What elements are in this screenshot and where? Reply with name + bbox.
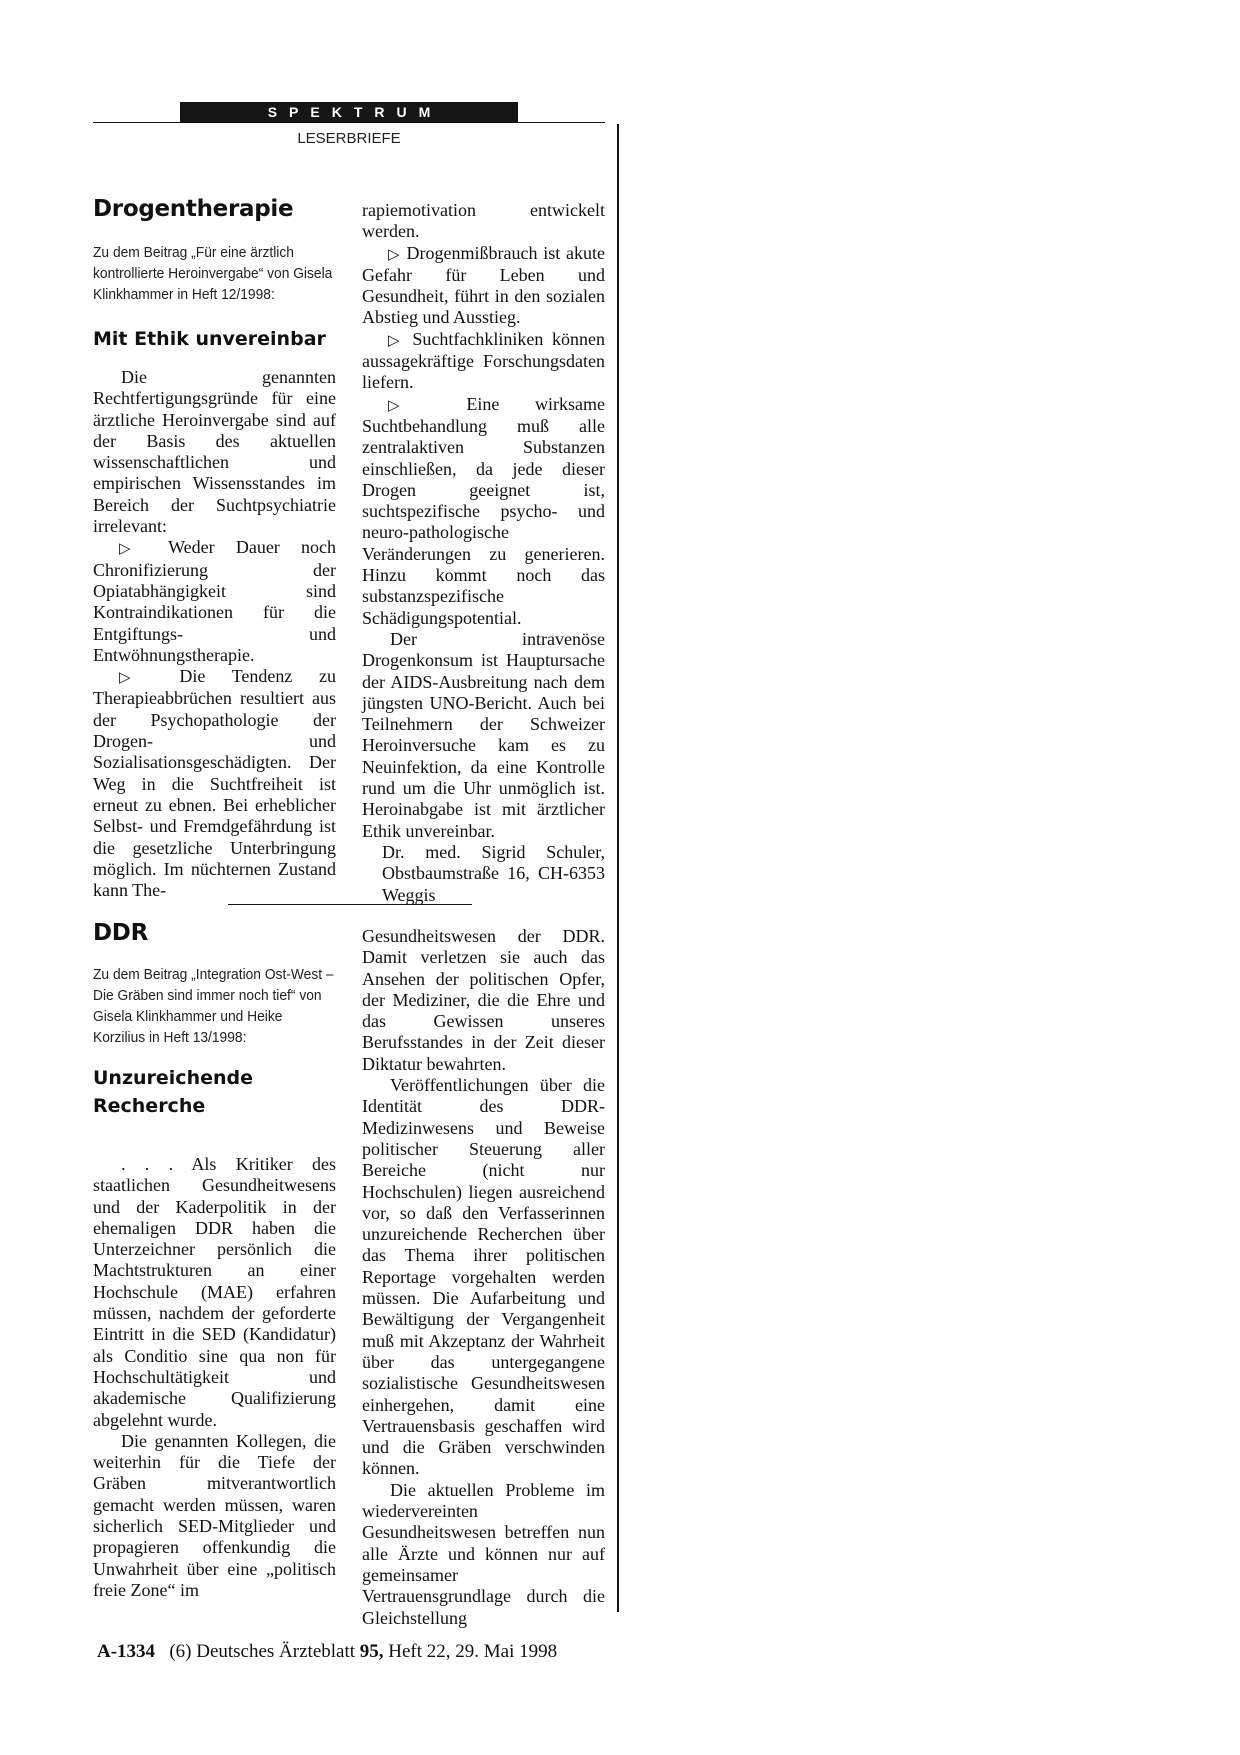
issue-date: Heft 22, 29. Mai 1998 bbox=[388, 1641, 558, 1662]
header-rule bbox=[93, 122, 605, 123]
triangle-bullet-icon: ▷ bbox=[119, 668, 153, 687]
column-rule bbox=[617, 124, 619, 1612]
bullet-paragraph: ▷ Die Tendenz zu Therapieabbrüchen resultiert aus der Psychopathologie der Drogen- und Sozialisationsgeschädigten. Der Weg in die Suchtfreiheit ist erneut zu ebnen. Bei erheblicher Selbst- und Fremdgefährdung ist die gesetzliche Unterbringung möglich. Im nüchternen Zustand kann The- bbox=[93, 666, 336, 901]
triangle-bullet-icon: ▷ bbox=[388, 244, 401, 263]
letter1-left-column bbox=[93, 196, 336, 901]
triangle-bullet-icon: ▷ bbox=[388, 330, 404, 349]
letter-divider bbox=[228, 904, 472, 905]
letter2-intro: Zu dem Beitrag „Integration Ost-West – Die Gräben sind immer noch tief“ von Gisela Klinkhammer und Heike Korzilius in Heft 13/1998: bbox=[93, 966, 334, 1046]
letter2-body-left bbox=[93, 1154, 336, 1601]
letter1-signature: Dr. med. Sigrid Schuler, Obstbaumstraße 16, CH-6353 Weggis bbox=[382, 841, 605, 905]
paragraph: rapiemotivation entwickelt werden. bbox=[362, 200, 605, 242]
section-label: SPEKTRUM bbox=[180, 102, 518, 122]
letter1-body-left bbox=[93, 367, 336, 901]
letter1-intro: Zu dem Beitrag „Für eine ärztlich kontrollierte Heroinvergabe“ von Gisela Klinkhammer in Heft 12/1998: bbox=[93, 244, 333, 303]
paragraph: Die genannten Rechtfertigungsgründe für eine ärztliche Heroinvergabe sind auf der Basis des aktuellen wissenschaftlichen und empirischen Wissensstandes im Bereich der Suchtpsychiatrie irrelevant: bbox=[93, 367, 336, 537]
page-footer bbox=[97, 1641, 557, 1663]
letter2-title: DDR bbox=[93, 920, 148, 946]
bullet-paragraph: ▷ Weder Dauer noch Chronifizierung der Opiatabhängigkeit sind Kontraindikationen für die Entgiftungs- und Entwöhnungstherapie. bbox=[93, 537, 336, 665]
letter1-title: Drogentherapie bbox=[93, 196, 294, 222]
bullet-paragraph: ▷ Eine wirksame Suchtbehandlung muß alle zentralaktiven Substanzen einschließen, da jede dieser Drogen geeignet ist, suchtspezifische psycho- und neuro-pathologische Veränderungen zu generieren. Hinzu kommt noch das substanzspezifische Schädigungspotential. bbox=[362, 393, 606, 628]
paragraph: Die aktuellen Probleme im wiedervereinten Gesundheitswesen betreffen nun alle Ärzte und können nur auf gemeinsamer Vertrauensgrundlage durch die Gleichstellung bbox=[362, 1479, 605, 1628]
paragraph: . . . Als Kritiker des staatlichen Gesundheitwesens und der Kaderpolitik in der ehemaligen DDR haben die Unterzeichner persönlich die Machtstrukturen an einer Hochschule (MAE) erfahren müssen, nachdem der geforderte Eintritt in die SED (Kandidatur) als Conditio sine qua non für Hochschultätigkeit und akademische Qualifizierung abgelehnt wurde. bbox=[93, 1154, 336, 1430]
paragraph: Der intravenöse Drogenkonsum ist Hauptursache der AIDS-Ausbreitung nach dem jüngsten UNO-Bericht. Auch bei Teilnehmern der Schweizer Heroinversuche kam es zu Neuinfektion, da eine Kontrolle rund um die Uhr unmöglich ist. Heroinabgabe ist mit ärztlicher Ethik unvereinbar. bbox=[362, 628, 605, 841]
letter2-left-column bbox=[93, 920, 336, 1601]
letter2-subtitle: Unzureichende Recherche bbox=[93, 1067, 253, 1117]
subsection-label: LESERBRIEFE bbox=[297, 130, 401, 147]
triangle-bullet-icon: ▷ bbox=[388, 395, 431, 414]
paragraph: Die genannten Kollegen, die weiterhin für die Tiefe der Gräben mitverantwortlich gemacht werden müssen, waren sicherlich SED-Mitglieder und propagieren offenkundig die Unwahrheit über eine „politisch freie Zone“ im bbox=[93, 1430, 336, 1600]
letter1-subtitle: Mit Ethik unvereinbar bbox=[93, 328, 326, 350]
volume-number: 95, bbox=[359, 1641, 384, 1662]
letter1-right-column bbox=[362, 200, 605, 906]
bullet-paragraph: ▷ Suchtfachkliniken können aussagekräftige Forschungsdaten liefern. bbox=[362, 328, 605, 393]
paragraph: Gesundheitswesen der DDR. Damit verletzen sie auch das Ansehen der politischen Opfer, der Mediziner, die die Ehre und das Gewissen unseres Berufsstandes in der Zeit dieser Diktatur bewahrten. bbox=[362, 926, 605, 1074]
page-number: A-1334 bbox=[97, 1641, 156, 1662]
triangle-bullet-icon: ▷ bbox=[119, 539, 148, 558]
paragraph: Veröffentlichungen über die Identität des DDR-Medizinwesens und Beweise politischer Steuerung aller Bereiche (nicht nur Hochschulen) liegen ausreichend vor, so daß den Verfasserinnen unzureichende Recherchen über das Thema ihrer politischen Reportage vorgehalten werden müssen. Die Aufarbeitung und Bewältigung der Vergangenheit muß mit Akzeptanz der Wahrheit über das untergegangene sozialistische Gesundheitswesen einhergehen, damit eine Vertrauensbasis geschaffen wird und die Gräben verschwinden können. bbox=[362, 1075, 605, 1479]
journal-name: (6) Deutsches Ärzteblatt bbox=[169, 1641, 356, 1662]
bullet-paragraph: ▷ Drogenmißbrauch ist akute Gefahr für Leben und Gesundheit, führt in den sozialen Abstieg und Ausstieg. bbox=[362, 242, 605, 328]
letter2-right-column bbox=[362, 926, 605, 1629]
